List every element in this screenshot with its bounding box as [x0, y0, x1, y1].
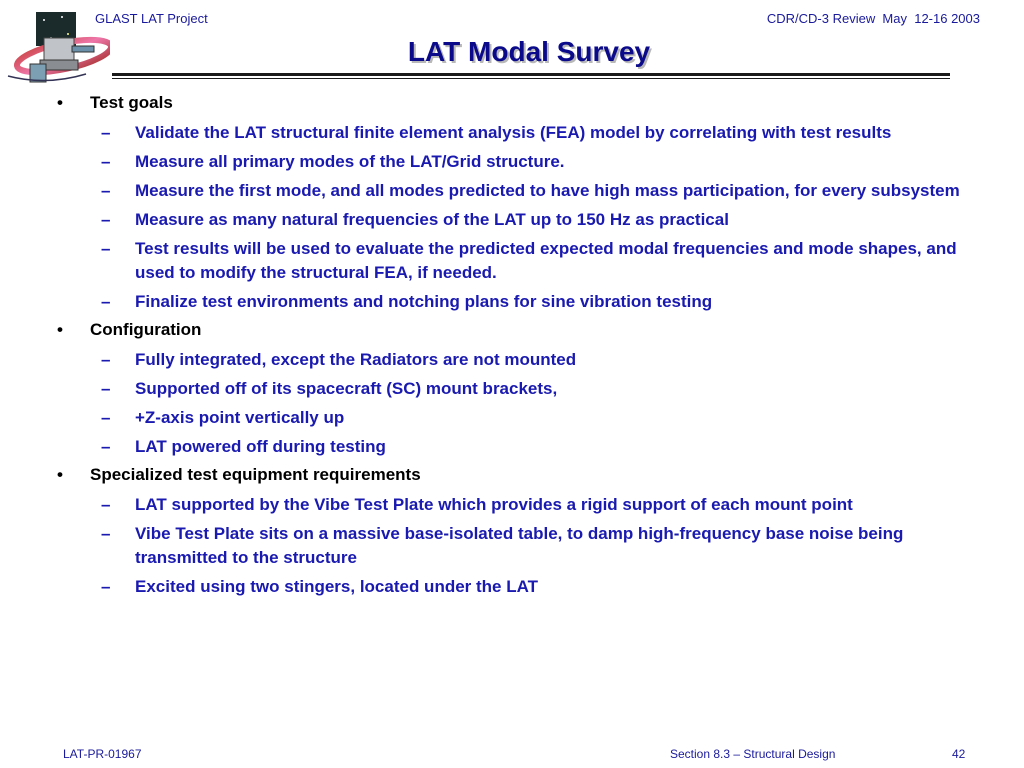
- section-heading-text: Test goals: [90, 93, 173, 112]
- dash-marker: –: [101, 239, 111, 258]
- footer-document-number: LAT-PR-01967: [63, 747, 142, 761]
- list-item: [0, 208, 1024, 232]
- dash-marker: –: [101, 210, 111, 229]
- slide-content: [0, 92, 1024, 604]
- list-item-text: Test results will be used to evaluate the predicted expected modal frequencies and mode shapes, and used to modify the structural FEA, if needed.: [135, 239, 957, 282]
- list-item: [0, 493, 1024, 517]
- list-item-text: LAT powered off during testing: [135, 437, 386, 456]
- section-heading: [0, 319, 970, 340]
- dash-marker: –: [101, 577, 111, 596]
- dash-marker: –: [101, 379, 111, 398]
- list-item-text: Measure all primary modes of the LAT/Grid structure.: [135, 152, 565, 171]
- list-item-text: +Z-axis point vertically up: [135, 408, 345, 427]
- dash-marker: –: [101, 152, 111, 171]
- list-item-text: Supported off of its spacecraft (SC) mount brackets,: [135, 379, 558, 398]
- list-item: [0, 575, 1024, 599]
- list-item: [0, 179, 1024, 203]
- list-item: [0, 121, 1024, 145]
- bullet-marker: •: [57, 320, 63, 339]
- dash-marker: –: [101, 495, 111, 514]
- list-item: [0, 522, 1024, 570]
- list-item: [0, 348, 1024, 372]
- dash-marker: –: [101, 292, 111, 311]
- bullet-marker: •: [57, 93, 63, 112]
- dash-marker: –: [101, 181, 111, 200]
- list-item-text: Vibe Test Plate sits on a massive base-isolated table, to damp high-frequency base noise being transmitted to the structure: [135, 524, 904, 567]
- dash-marker: –: [101, 350, 111, 369]
- section-heading-text: Configuration: [90, 320, 202, 339]
- section-heading: [0, 464, 970, 485]
- header-review-date: CDR/CD-3 Review May 12-16 2003: [766, 11, 980, 26]
- dash-marker: –: [101, 123, 111, 142]
- dash-marker: –: [101, 437, 111, 456]
- footer-page-number: 42: [952, 747, 966, 761]
- list-item-text: LAT supported by the Vibe Test Plate which provides a rigid support of each mount point: [135, 495, 853, 514]
- list-item: [0, 290, 1024, 314]
- dash-marker: –: [101, 408, 111, 427]
- section-heading: [0, 92, 970, 113]
- section-heading-text: Specialized test equipment requirements: [90, 465, 421, 484]
- list-item: [0, 377, 1024, 401]
- list-item-text: Finalize test environments and notching plans for sine vibration testing: [135, 292, 713, 311]
- list-item: [0, 435, 1024, 459]
- list-item-text: Fully integrated, except the Radiators are not mounted: [135, 350, 577, 369]
- list-item-text: Validate the LAT structural finite element analysis (FEA) model by correlating with test results: [135, 123, 892, 142]
- slide-title: LAT Modal Survey: [407, 36, 651, 67]
- list-item: [0, 406, 1024, 430]
- title-rule-thin: [112, 78, 950, 79]
- list-item: [0, 150, 1024, 174]
- title-rule-thick: [112, 73, 950, 76]
- dash-marker: –: [101, 524, 111, 543]
- header-project-name: GLAST LAT Project: [95, 11, 208, 26]
- list-item-text: Excited using two stingers, located under the LAT: [135, 577, 539, 596]
- list-item-text: Measure as many natural frequencies of the LAT up to 150 Hz as practical: [135, 210, 729, 229]
- list-item-text: Measure the first mode, and all modes predicted to have high mass participation, for every subsystem: [135, 181, 960, 200]
- list-item: [0, 237, 1024, 285]
- bullet-marker: •: [57, 465, 63, 484]
- footer-section-title: Section 8.3 – Structural Design: [670, 747, 836, 761]
